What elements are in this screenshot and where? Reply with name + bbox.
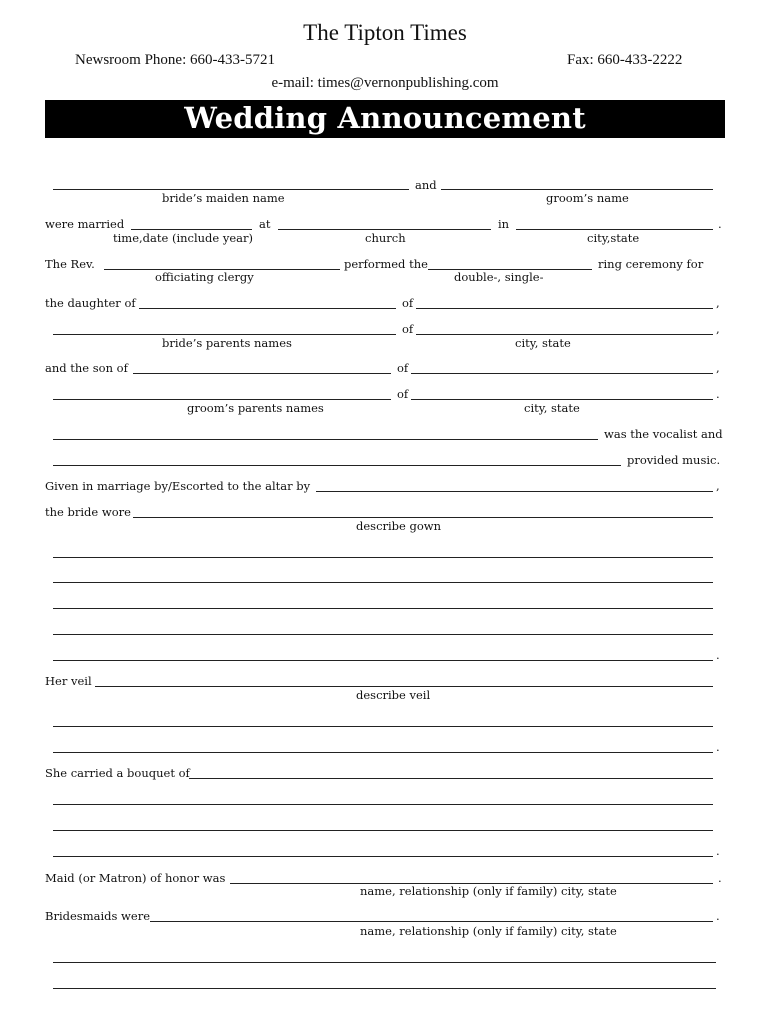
church-caption: church [365,231,406,245]
her-veil-text: Her veil [45,674,92,688]
period: . [718,217,722,231]
veil-line-3[interactable] [53,752,713,753]
bouquet-line-4[interactable] [53,856,713,857]
period-6: . [718,871,722,885]
gown-line-4[interactable] [53,634,713,635]
veil-line-2[interactable] [53,726,713,727]
grooms-parents-city-line-2[interactable] [411,399,713,400]
of-text-2: of [402,322,414,336]
period-5: . [716,844,720,858]
of-text-4: of [397,387,409,401]
bridesmaids-line[interactable] [150,921,713,922]
bouquet-line-2[interactable] [53,804,713,805]
brides-parents-caption: bride’s parents names [162,336,292,350]
music-text: provided music. [627,453,721,467]
performed-the-text: performed the [344,257,428,271]
grooms-parents-caption: groom’s parents names [187,401,324,415]
bride-wore-text: the bride wore [45,505,131,519]
and-text: and [415,178,437,192]
music-line[interactable] [53,465,621,466]
title-banner [45,100,725,138]
brides-maiden-name-caption: bride’s maiden name [162,191,285,205]
grooms-name-caption: groom’s name [546,191,629,205]
bridesmaids-caption: name, relationship (only if family) city, state [360,924,617,938]
brides-parents-city-line-2[interactable] [416,334,713,335]
brides-parents-line-2[interactable] [53,334,396,335]
grooms-parents-line-2[interactable] [53,399,391,400]
bride-wore-line[interactable] [133,517,713,518]
bridesmaids-text: Bridesmaids were [45,909,151,923]
brides-parents-city-caption: city, state [515,336,571,350]
brides-maiden-name-line[interactable] [53,189,409,190]
comma-4: , [716,479,720,493]
of-text-1: of [402,296,414,310]
double-single-caption: double-, single- [454,270,544,284]
bridesmaids-line-2[interactable] [53,962,716,963]
describe-gown-caption: describe gown [356,519,442,533]
vocalist-line[interactable] [53,439,598,440]
brides-parents-line-1[interactable] [139,308,396,309]
maid-of-honor-text: Maid (or Matron) of honor was [45,871,226,885]
ring-ceremony-text: ring ceremony for [598,257,704,271]
gown-line-2[interactable] [53,582,713,583]
comma-3: , [716,361,720,375]
fax-number: Fax: 660-433-2222 [567,52,683,68]
of-text-3: of [397,361,409,375]
form-title: Wedding Announcement [184,101,586,135]
newsroom-phone: Newsroom Phone: 660-433-5721 [75,52,275,68]
in-text: in [498,217,510,231]
church-line[interactable] [278,229,491,230]
gown-line-3[interactable] [53,608,713,609]
grooms-parents-city-line-1[interactable] [411,373,713,374]
the-rev-text: The Rev. [45,257,95,271]
period-7: . [716,909,720,923]
grooms-parents-line-1[interactable] [133,373,391,374]
were-married-text: were married [45,217,125,231]
bouquet-line[interactable] [189,778,713,779]
period-2: . [716,387,720,401]
time-date-line[interactable] [131,229,252,230]
daughter-of-text: the daughter of [45,296,136,310]
given-in-marriage-line[interactable] [316,491,713,492]
gown-line-5[interactable] [53,660,713,661]
grooms-parents-city-caption: city, state [524,401,580,415]
at-text: at [259,217,271,231]
maid-caption: name, relationship (only if family) city, state [360,884,617,898]
gown-line-1[interactable] [53,557,713,558]
brides-parents-city-line-1[interactable] [416,308,713,309]
bouquet-text: She carried a bouquet of [45,766,190,780]
given-in-marriage-text: Given in marriage by/Escorted to the altar by [45,479,311,493]
comma-2: , [716,322,720,336]
comma-1: , [716,296,720,310]
officiating-clergy-caption: officiating clergy [155,270,254,284]
period-3: . [716,648,720,662]
city-state-caption: city,state [587,231,640,245]
email-address: e-mail: times@vernonpublishing.com [271,75,499,91]
bridesmaids-line-3[interactable] [53,988,716,989]
bouquet-line-3[interactable] [53,830,713,831]
grooms-name-line[interactable] [441,189,713,190]
time-date-caption: time,date (include year) [113,231,254,245]
veil-line[interactable] [95,686,713,687]
son-of-text: and the son of [45,361,128,375]
city-state-line[interactable] [516,229,713,230]
period-4: . [716,740,720,754]
vocalist-text: was the vocalist and [604,427,723,441]
describe-veil-caption: describe veil [356,688,431,702]
newspaper-title: The Tipton Times [303,20,467,45]
